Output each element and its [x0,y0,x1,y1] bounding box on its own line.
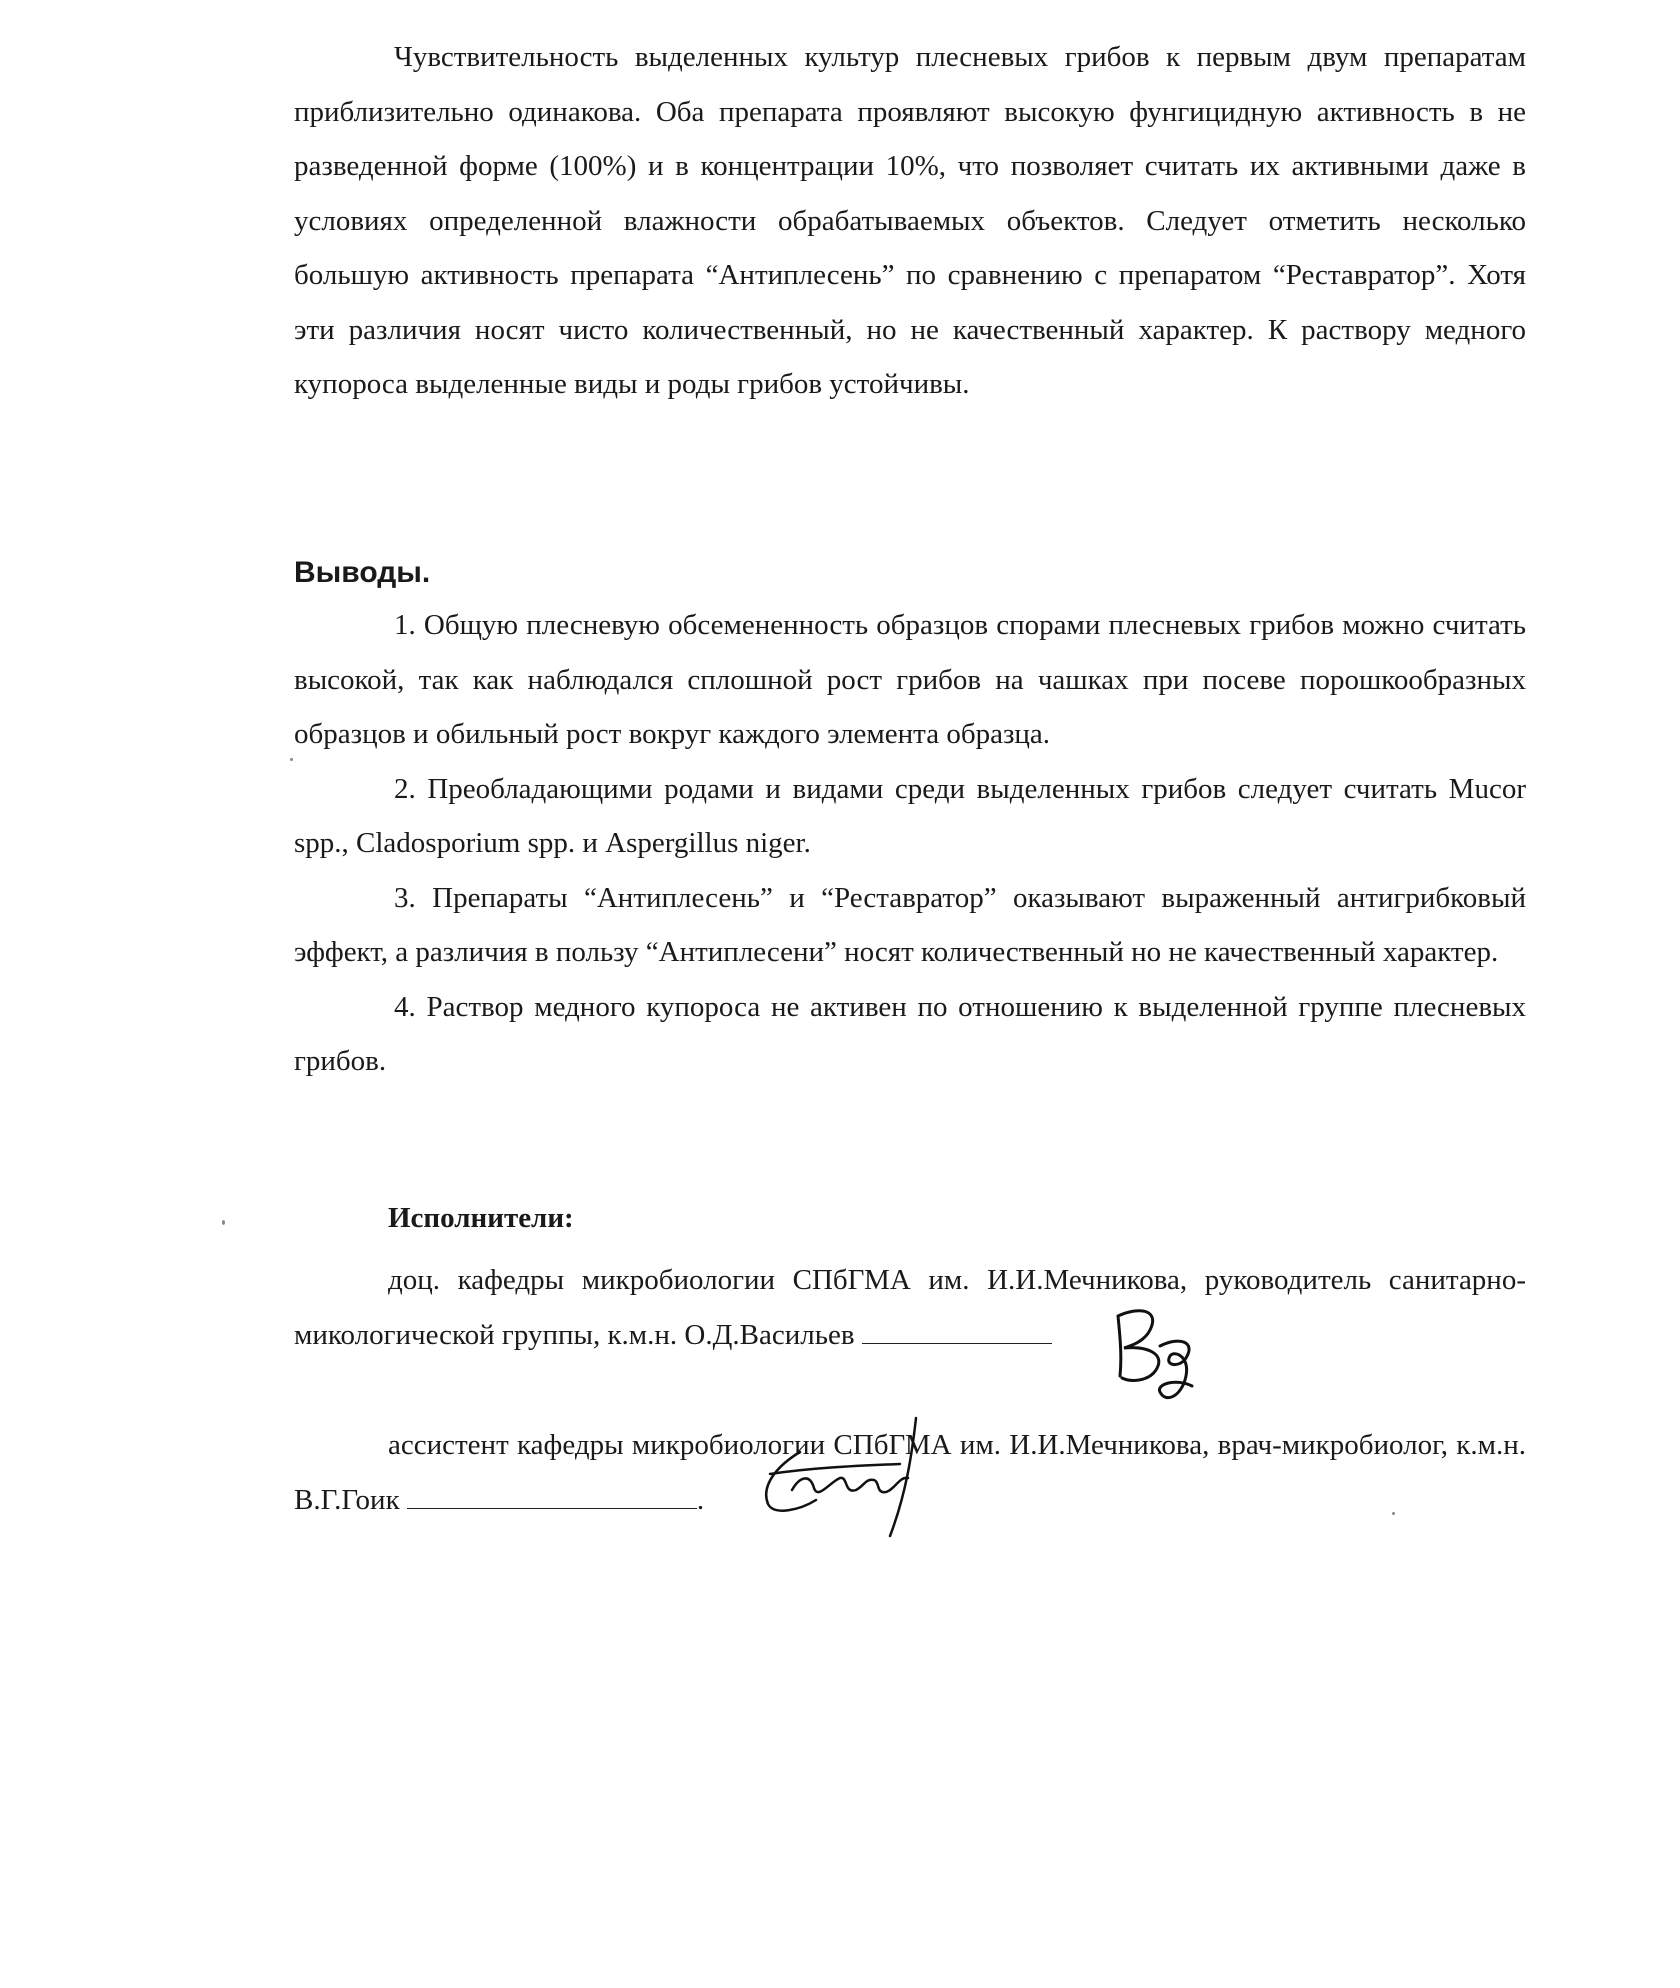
performer-2 [294,1418,1526,1527]
conclusions-section [294,556,1526,590]
conclusions-list [294,598,1526,1089]
performer-2-text: ассистент кафедры микробиологии СПбГМА им. И.И.Мечникова, врач-микробиолог, к.м.н. В.Г.Гоик . [294,1429,1526,1516]
conclusion-item-2: 2. Преобладающими родами и видами среди выделенных грибов следует считать Mucor spp., Cladosporium spp. и Aspergillus niger. [294,772,1526,859]
performer-1 [294,1253,1526,1362]
performers-section [294,1202,1526,1235]
intro-paragraph: Чувствительность выделенных культур плесневых грибов к первым двум препаратам приблизительно одинакова. Оба препарата проявляют высокую фунгицидную активность в не разведенной форме (100%) и в концентрации 10%, что позволяет считать их активными даже в условиях определенной влажности обрабатываемых объектов. Следует отметить несколько большую активность препарата “Антиплесень” по сравнению с препаратом “Реставратор”. Хотя эти различия носят чисто количественный, но не качественный характер. К раствору медного купороса выделенные виды и роды грибов устойчивы. [294,41,1526,400]
scan-speck [1392,1512,1395,1515]
scan-speck [290,758,293,761]
conclusion-item-1: 1. Общую плесневую обсемененность образцов спорами плесневых грибов можно считать высокой, так как наблюдался сплошной рост грибов на чашках при посеве порошкообразных образцов и обильный рост вокруг каждого элемента образца. [294,609,1526,750]
performer-1-text [294,1253,1526,1362]
signature-line-1 [862,1343,1052,1344]
conclusions-heading: Выводы. [294,556,431,589]
performers-heading: Исполнители: [388,1202,574,1234]
signature-line-2 [407,1508,697,1509]
scan-speck [222,1220,225,1225]
intro-section [294,30,1526,412]
conclusion-item-4: 4. Раствор медного купороса не активен по отношению к выделенной группе плесневых грибов. [294,990,1526,1077]
performer-2-description: ассистент кафедры микробиологии СПбГМА им. И.И.Мечникова, врач-микробиолог, к.м.н. В.Г.Гоик [294,1429,1526,1516]
performer-1-description: доц. кафедры микробиологии СПбГМА им. И.И.Мечникова, руководитель санитарно-микологической группы, к.м.н. О.Д.Васильев [294,1264,1526,1351]
conclusion-item-3: 3. Препараты “Антиплесень” и “Реставратор” оказывают выраженный антигрибковый эффект, а различия в пользу “Антиплесени” носят количественный но не качественный характер. [294,881,1526,968]
